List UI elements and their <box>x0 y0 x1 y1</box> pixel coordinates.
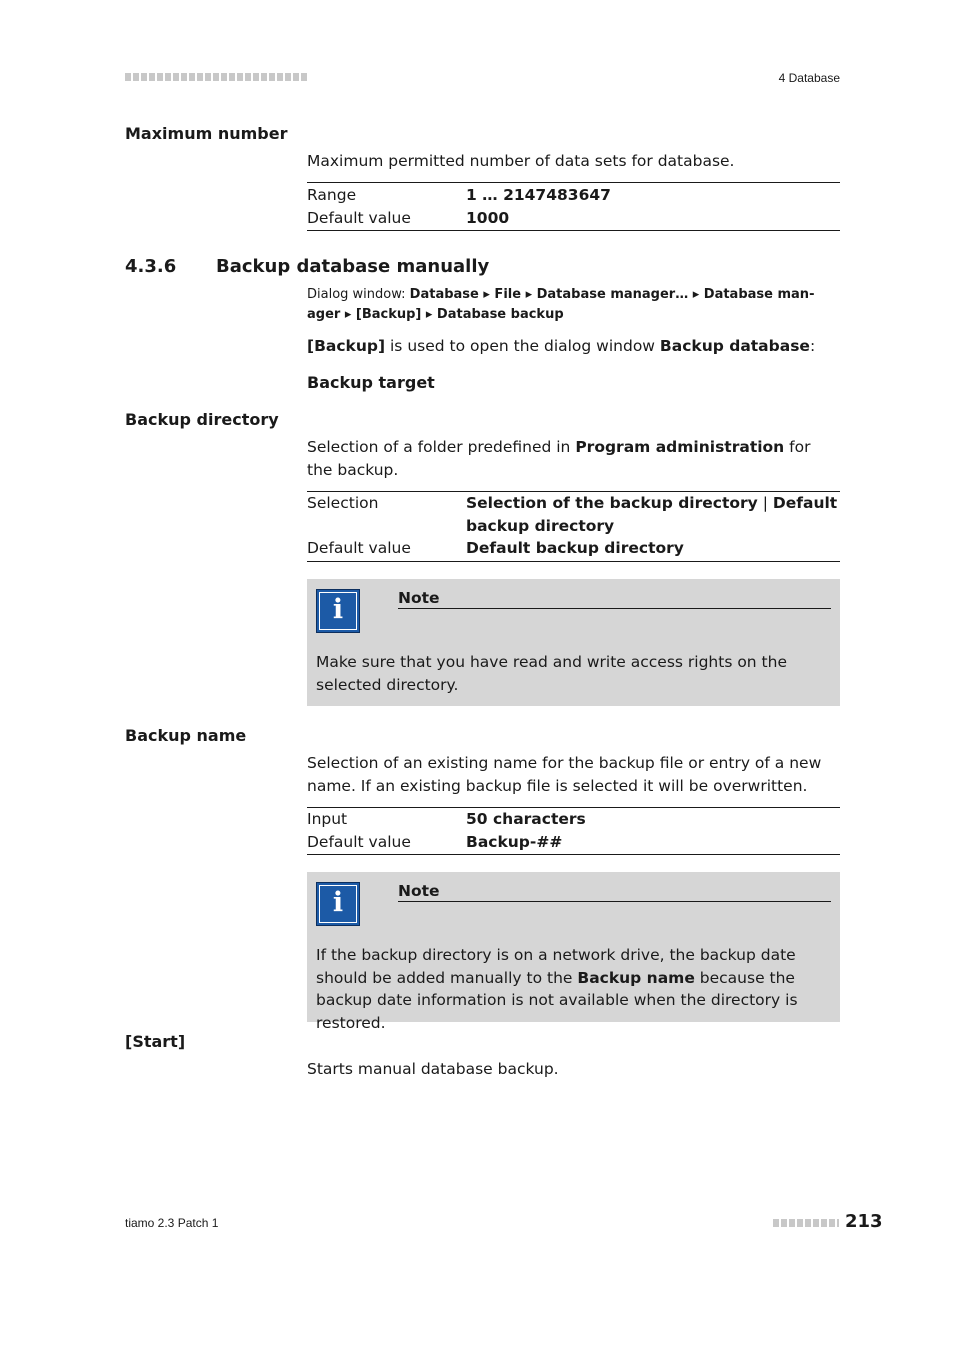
table-key: Default value <box>307 832 411 851</box>
table-row <box>307 537 840 560</box>
note-title: Note <box>398 882 831 902</box>
note-text: Make sure that you have read and write access rights on the selected directory. <box>316 653 787 694</box>
page-number: 213 <box>845 1211 883 1232</box>
table-row <box>307 831 840 854</box>
table-key: Input <box>307 810 348 828</box>
table-key: Default value <box>307 539 411 557</box>
desc-bold: Program administration <box>575 438 785 456</box>
path-line2: ager ▸ [Backup] ▸ Database backup <box>307 307 564 322</box>
intro-text: is used to open the dialog window <box>385 337 660 355</box>
info-icon: i <box>316 882 360 926</box>
section-heading <box>125 256 489 277</box>
max-number-table <box>307 182 840 231</box>
table-value: 1000 <box>466 208 510 227</box>
backup-name-description: Selection of an existing name for the backup file or entry of a new name. If an existing backup file is selected it will be overwritten. <box>307 754 822 795</box>
section-intro <box>307 335 840 358</box>
note-box <box>307 872 840 1032</box>
desc-text: Selection of a folder predefined in <box>307 438 576 456</box>
footer-decoration <box>773 1219 839 1227</box>
table-value: 1 … 2147483647 <box>466 186 611 204</box>
table-key: Selection <box>307 494 379 512</box>
intro-bold-backup: [Backup] <box>307 337 386 355</box>
path-prefix: Dialog window: <box>307 287 406 302</box>
param-heading-backup-directory: Backup directory <box>125 410 279 429</box>
note-text-part: because the backup date information is not available when the directory is restored. <box>316 968 798 1032</box>
table-row <box>307 184 840 207</box>
table-row <box>307 492 840 537</box>
section-number: 4.3.6 <box>125 256 177 277</box>
max-number-description: Maximum permitted number of data sets for database. <box>307 152 735 170</box>
section-title: Backup database manually <box>216 256 490 277</box>
subheading-backup-target: Backup target <box>307 373 435 392</box>
note-title: Note <box>398 589 831 609</box>
info-icon: i <box>316 589 360 633</box>
intro-colon: : <box>809 337 816 355</box>
table-key: Default value <box>307 208 411 227</box>
footer-product: tiamo 2.3 Patch 1 <box>125 1216 219 1230</box>
note-box <box>307 579 840 706</box>
param-heading-backup-name: Backup name <box>125 726 247 745</box>
backup-directory-description <box>307 436 840 481</box>
intro-bold-dialog: Backup database <box>659 337 810 355</box>
path-line1: Database ▸ File ▸ Database manager… ▸ Database man- <box>409 287 815 302</box>
table-value <box>466 492 840 537</box>
backup-name-table <box>307 807 840 855</box>
table-row <box>307 808 840 831</box>
note-text-bold: Backup name <box>577 968 695 987</box>
table-value: 50 characters <box>466 810 586 828</box>
start-description: Starts manual database backup. <box>307 1060 559 1078</box>
param-heading-start: [Start] <box>125 1032 186 1051</box>
note-text <box>316 944 820 1034</box>
note-text-part: If the backup directory is on a network drive, the backup date should be added manually to the <box>316 946 796 987</box>
table-row <box>307 207 840 230</box>
param-heading-maximum-number: Maximum number <box>125 124 288 143</box>
table-value: Default backup directory <box>466 539 684 557</box>
header-chapter: 4 Database <box>778 71 840 85</box>
header-decoration <box>125 73 307 81</box>
separator: | <box>757 494 773 512</box>
desc-text: for the backup. <box>307 438 811 479</box>
table-key: Range <box>307 186 357 204</box>
option: Default backup directory <box>466 494 838 535</box>
option: Selection of the backup directory <box>466 494 758 512</box>
dialog-path <box>307 285 840 325</box>
table-value: Backup-## <box>466 832 563 851</box>
backup-directory-table <box>307 491 840 562</box>
